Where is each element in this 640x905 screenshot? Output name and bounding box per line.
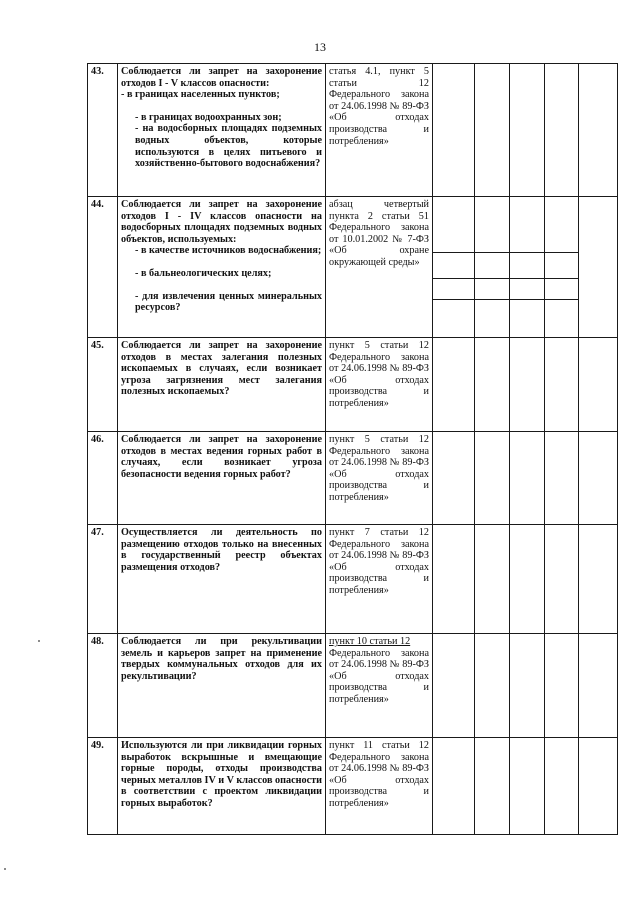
answer-cell[interactable] [433,525,475,634]
question-cell [118,525,326,634]
legal-reference-text: пункт 5 статьи 12 Федерального закона от 24.06.1998 № 89-ФЗ «Об отходах производства и потребления» [329,434,429,503]
legal-reference-cell [326,525,433,634]
answer-cell[interactable] [475,197,510,338]
answer-cell[interactable] [510,338,545,432]
legal-reference-text: пункт 7 статьи 12 Федерального закона от 24.06.1998 № 89-ФЗ «Об отходах производства и потребления» [329,527,429,596]
question-cell [118,64,326,197]
answer-subcell[interactable] [433,253,474,279]
question-text: - в бальнеологических целях; [135,267,272,279]
answer-cell[interactable] [510,197,545,338]
question-cell [118,738,326,835]
answer-cell[interactable] [475,338,510,432]
question-cell [118,432,326,525]
answer-subcell[interactable] [433,279,474,300]
legal-reference-cell [326,338,433,432]
question-text [121,257,322,268]
answer-subcell[interactable] [510,253,544,279]
answer-cell[interactable] [579,338,618,432]
answer-subcell[interactable] [475,197,509,253]
question-cell [118,338,326,432]
scan-speck [4,868,6,870]
answer-cell[interactable] [579,634,618,738]
answer-cell[interactable] [545,432,579,525]
legal-reference-cell [326,197,433,338]
answer-cell[interactable] [545,634,579,738]
answer-cell[interactable] [433,338,475,432]
answer-cell[interactable] [545,197,579,338]
answer-subcell[interactable] [510,300,544,337]
answer-cell[interactable] [475,64,510,197]
question-text [121,101,322,112]
question-text: - в границах населенных пунктов; [121,89,280,101]
legal-reference-cell [326,634,433,738]
answer-subcell[interactable] [433,300,474,337]
checklist-table [87,63,618,835]
legal-reference-underlined: пункт 10 статьи 12 [329,636,411,647]
answer-subcell[interactable] [545,197,578,253]
legal-reference-cell [326,738,433,835]
question-text [121,280,322,291]
answer-subcell[interactable] [545,300,578,337]
legal-reference-text: абзац четвертый пункта 2 статьи 51 Федерального закона от 10.01.2002 № 7-ФЗ «Об охране окружающей среды» [329,199,429,268]
row-number: 45. [88,338,118,432]
question-cell [118,634,326,738]
answer-cell[interactable] [545,738,579,835]
answer-subcell[interactable] [545,253,578,279]
row-number: 47. [88,525,118,634]
table-row [88,525,618,634]
answer-cell[interactable] [510,634,545,738]
answer-subcell[interactable] [475,279,509,300]
row-number: 46. [88,432,118,525]
legal-reference-text: пункт 5 статьи 12 Федерального закона от 24.06.1998 № 89-ФЗ «Об отходах производства и потребления» [329,340,429,409]
table-row [88,634,618,738]
question-text: Осуществляется ли деятельность по размещению отходов только на внесенных в государственный реестр объектах размещения отходов? [121,527,322,573]
legal-reference-cell [326,64,433,197]
answer-cell[interactable] [433,738,475,835]
answer-cell[interactable] [545,338,579,432]
answer-cell[interactable] [433,432,475,525]
answer-cell[interactable] [579,738,618,835]
answer-cell[interactable] [510,738,545,835]
question-text: Соблюдается ли запрет на захоронение отходов в местах ведения горных работ в случаях, если возникает угроза безопасности ведения горных работ? [121,434,322,480]
answer-cell[interactable] [475,634,510,738]
legal-reference-text: статья 4.1, пункт 5 статьи 12 Федерального закона от 24.06.1998 № 89-ФЗ «Об отходах производства и потребления» [329,66,429,147]
question-text: Соблюдается ли при рекультивации земель и карьеров запрет на применение твердых коммунальных отходов для их рекультивации? [121,636,322,682]
answer-cell[interactable] [510,64,545,197]
answer-subcell[interactable] [475,300,509,337]
question-cell [118,197,326,338]
answer-subcell[interactable] [545,279,578,300]
table-row [88,197,618,338]
question-text: Соблюдается ли запрет на захоронение отходов в местах залегания полезных ископаемых в случаях, если возникает угроза загрязнения мест залегания полезных ископаемых? [121,340,322,398]
row-number: 43. [88,64,118,197]
row-number: 44. [88,197,118,338]
question-text: - для извлечения ценных минеральных ресурсов? [135,290,322,314]
answer-cell[interactable] [510,432,545,525]
question-text: - в границах водоохранных зон; [135,111,282,123]
answer-subcell[interactable] [433,197,474,253]
answer-cell[interactable] [579,432,618,525]
legal-reference-text: пункт 11 статьи 12 Федерального закона от 24.06.1998 № 89-ФЗ «Об отходах производства и потребления» [329,740,429,809]
row-number: 49. [88,738,118,835]
table-row [88,64,618,197]
question-text: - в качестве источников водоснабжения; [135,245,322,257]
table-row [88,738,618,835]
table-row [88,338,618,432]
table-row [88,432,618,525]
question-text: - на водосборных площадях подземных водных объектов, которые используются в целях питьевого и хозяйственно-бытового водоснабжения? [135,123,322,170]
legal-reference-text: Федерального закона от 24.06.1998 № 89-ФЗ «Об отходах производства и потребления» [329,647,429,705]
answer-cell[interactable] [475,738,510,835]
answer-cell[interactable] [433,197,475,338]
scan-speck [38,640,40,642]
question-text: Используются ли при ликвидации горных выработок вскрышные и вмещающие горные породы, отходы производства черных металлов IV и V классов опасности в соответствии с проектом ликвидации горных выработок? [121,740,322,809]
answer-subcell[interactable] [510,197,544,253]
answer-subcell[interactable] [510,279,544,300]
question-text: Соблюдается ли запрет на захоронение отходов I - IV классов опасности на водосборных площадях подземных водных объектов, используемых: [121,199,322,245]
answer-cell[interactable] [475,525,510,634]
answer-cell[interactable] [579,525,618,634]
answer-cell[interactable] [510,525,545,634]
answer-cell[interactable] [579,197,618,338]
answer-subcell[interactable] [475,253,509,279]
answer-cell[interactable] [545,525,579,634]
answer-cell[interactable] [579,64,618,197]
answer-cell[interactable] [433,634,475,738]
answer-cell[interactable] [433,64,475,197]
row-number: 48. [88,634,118,738]
question-text: Соблюдается ли запрет на захоронение отходов I - V классов опасности: [121,66,322,89]
page-number: 13 [314,40,326,54]
answer-cell[interactable] [545,64,579,197]
answer-cell[interactable] [475,432,510,525]
legal-reference-cell [326,432,433,525]
